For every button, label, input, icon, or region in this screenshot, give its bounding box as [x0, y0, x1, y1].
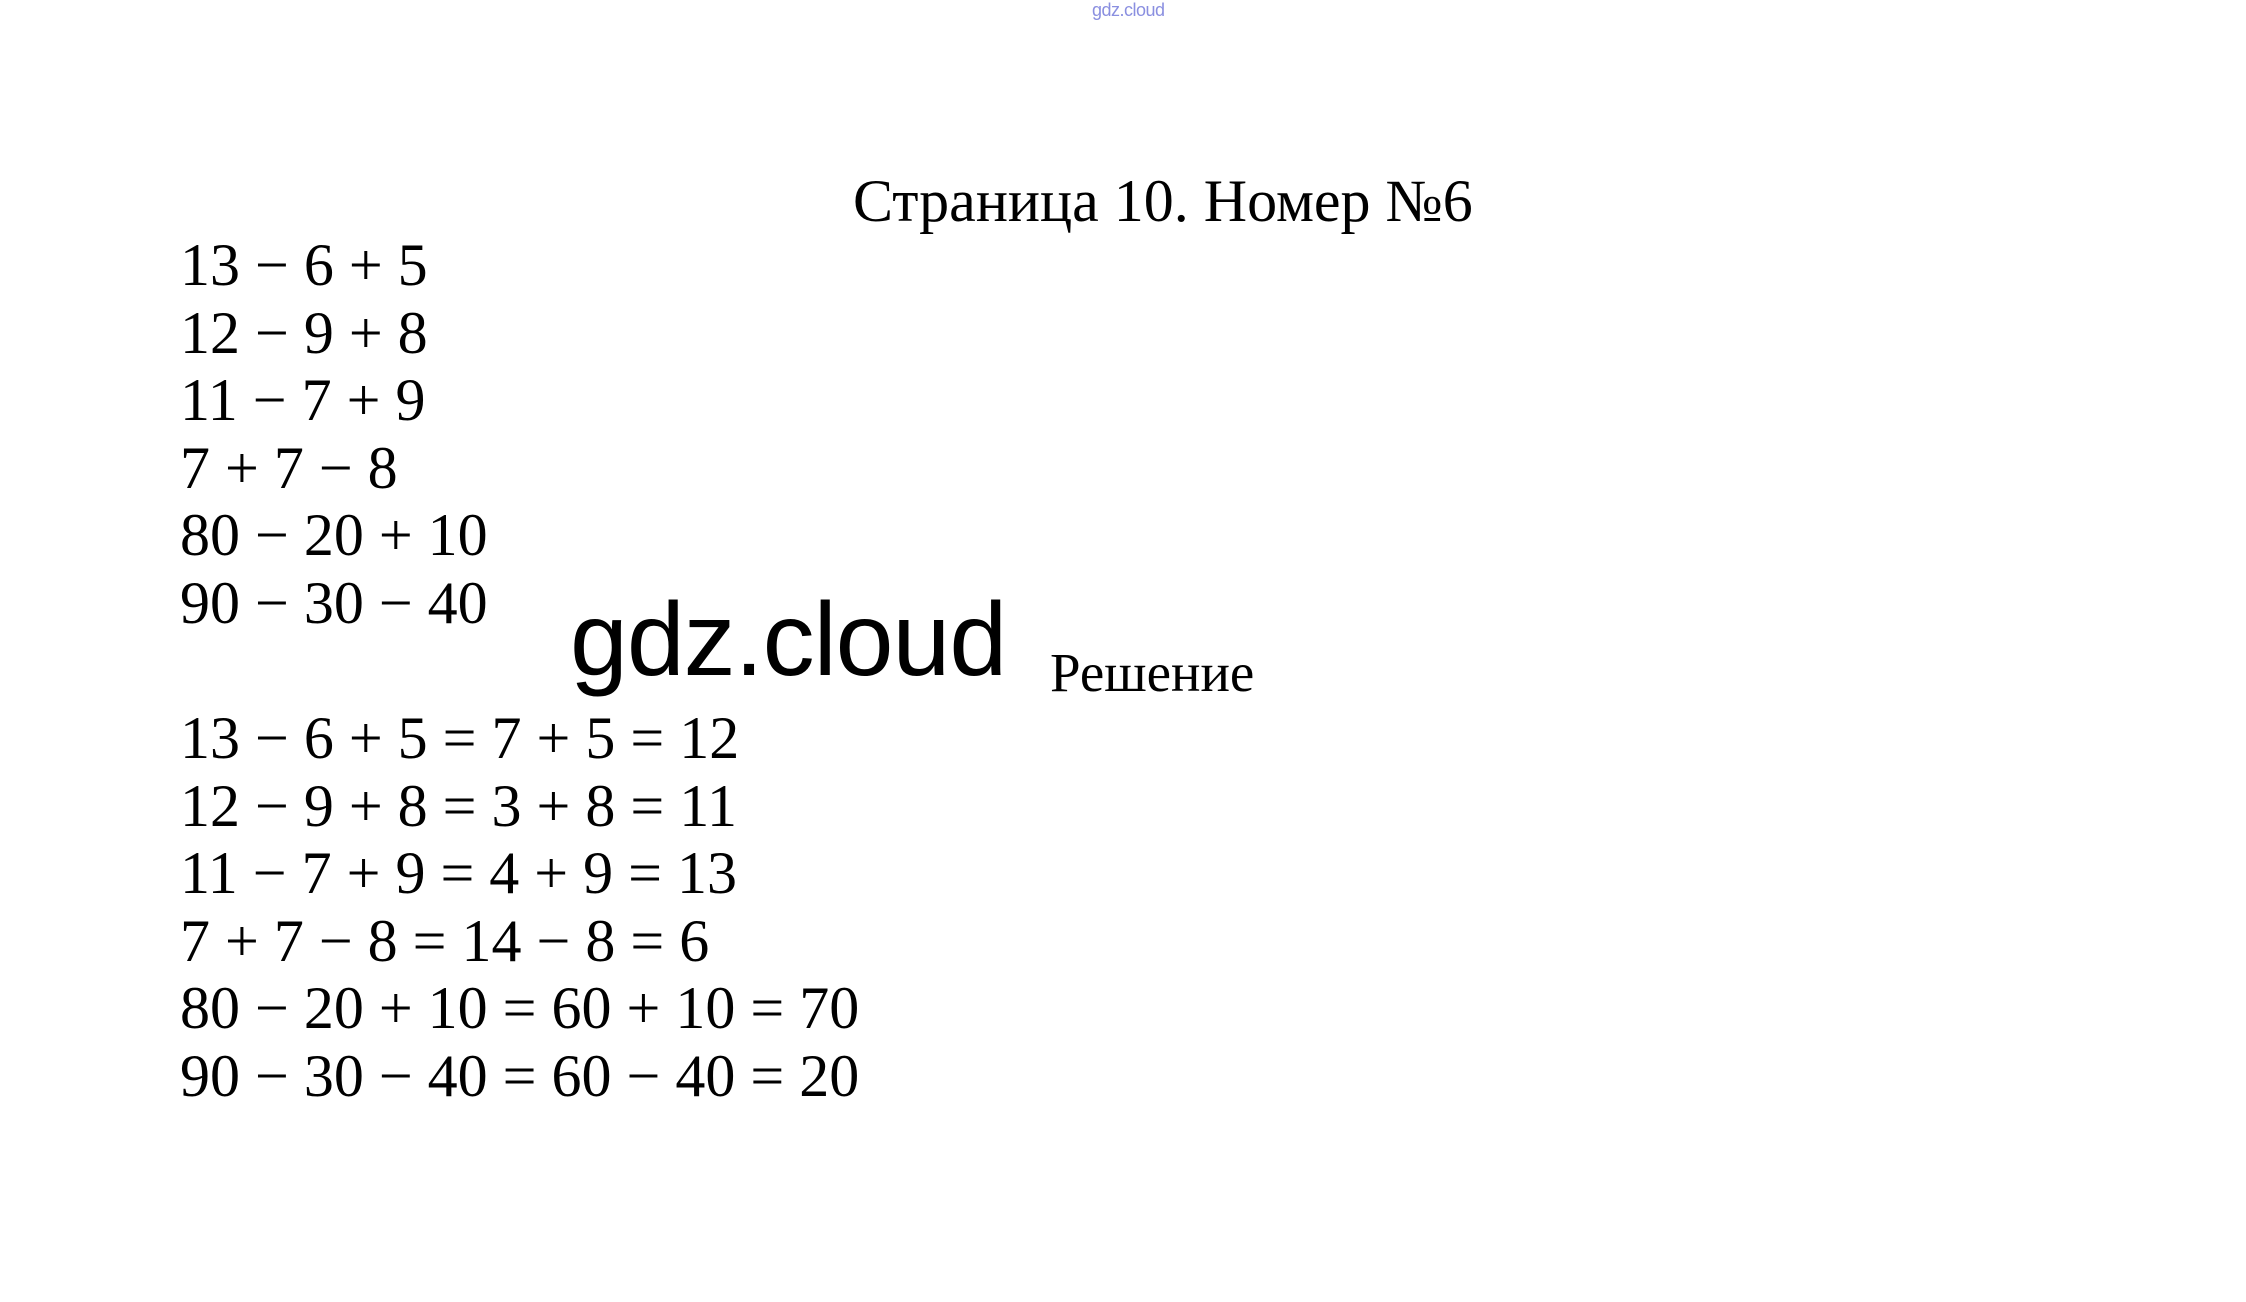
solution-list: [180, 705, 859, 1111]
solution-line: 11 − 7 + 9 = 4 + 9 = 13: [180, 840, 737, 907]
center-watermark: gdz.cloud: [570, 582, 1007, 698]
solution-line: 7 + 7 − 8 = 14 − 8 = 6: [180, 907, 710, 974]
page-title: Страница 10. Номер №6: [853, 168, 1473, 234]
solution-line: 13 − 6 + 5 = 7 + 5 = 12: [180, 705, 740, 771]
solution-line: 80 − 20 + 10 = 60 + 10 = 70: [180, 975, 860, 1042]
task-expression: 90 − 30 − 40: [180, 569, 488, 636]
solution-line: 12 − 9 + 8 = 3 + 8 = 11: [180, 772, 737, 839]
task-expression: 13 − 6 + 5: [180, 232, 428, 298]
task-expression: 7 + 7 − 8: [180, 434, 398, 501]
top-watermark: gdz.cloud: [1092, 0, 1165, 20]
solution-heading: Решение: [1050, 642, 1255, 703]
task-expression: 11 − 7 + 9: [180, 367, 426, 434]
solution-line: 90 − 30 − 40 = 60 − 40 = 20: [180, 1042, 860, 1109]
task-list: [180, 232, 488, 638]
task-expression: 80 − 20 + 10: [180, 502, 488, 569]
task-expression: 12 − 9 + 8: [180, 299, 428, 366]
